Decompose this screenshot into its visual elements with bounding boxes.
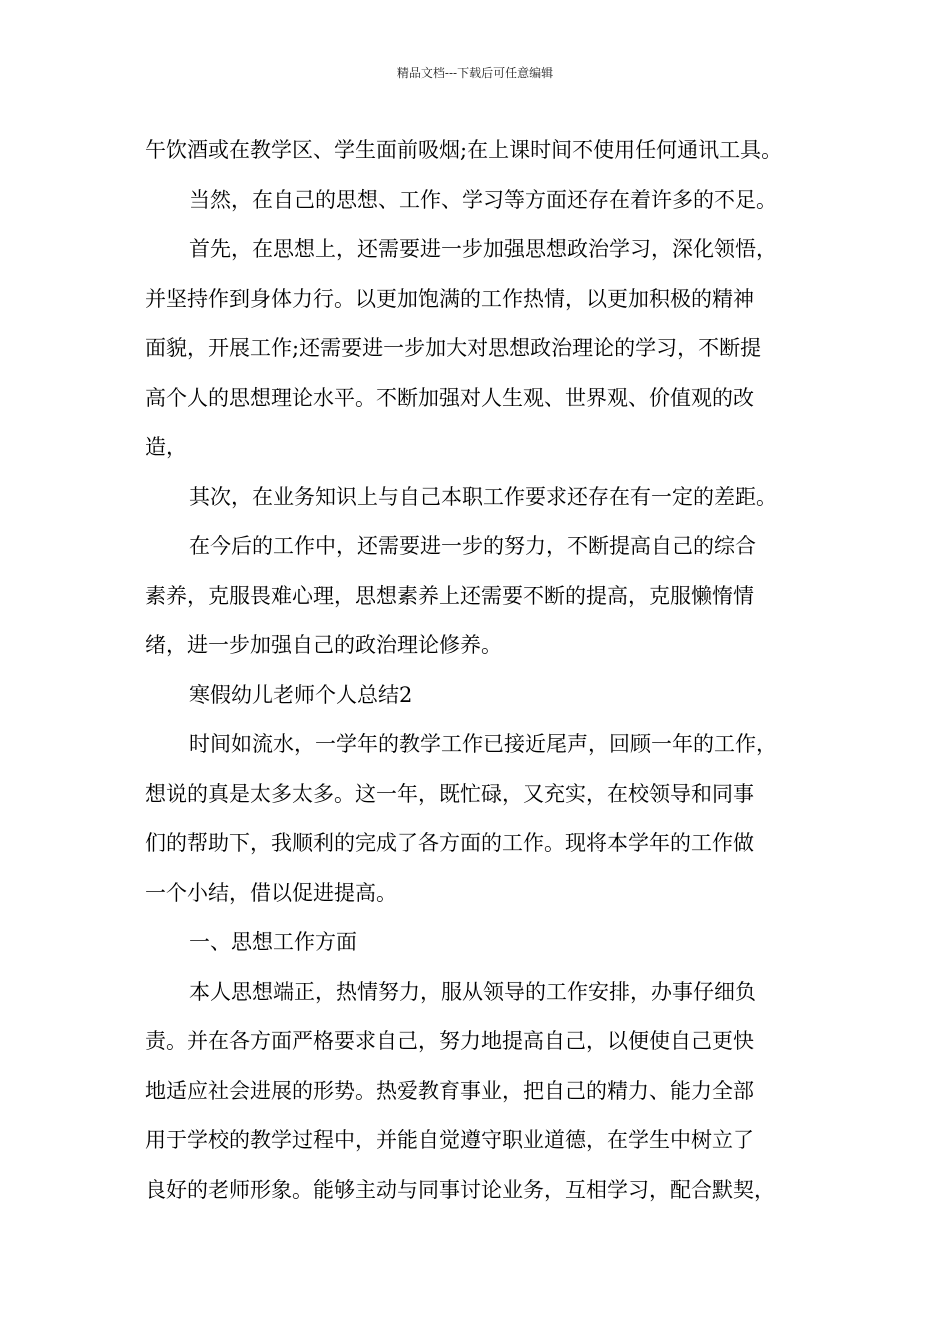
text-line: 本人思想端正，热情努力，服从领导的工作安排，办事仔细负 <box>189 980 756 1004</box>
text-line: 素养，克服畏难心理，思想素养上还需要不断的提高，克服懒惰情 <box>145 584 754 608</box>
text-line: 一、思想工作方面 <box>189 930 357 954</box>
text-line: 一个小结，借以促进提高。 <box>145 881 397 905</box>
text-line: 首先，在思想上，还需要进一步加强思想政治学习，深化领悟， <box>189 237 777 261</box>
text-line: 时间如流水，一学年的教学工作已接近尾声，回顾一年的工作， <box>189 732 777 756</box>
text-line: 寒假幼儿老师个人总结2 <box>189 683 413 707</box>
text-line: 其次，在业务知识上与自己本职工作要求还存在有一定的差距。 <box>189 485 777 509</box>
text-line: 并坚持作到身体力行。以更加饱满的工作热情，以更加积极的精神 <box>145 287 754 311</box>
text-line: 面貌，开展工作;还需要进一步加大对思想政治理论的学习，不断提 <box>145 336 762 360</box>
text-line: 良好的老师形象。能够主动与同事讨论业务，互相学习，配合默契， <box>145 1178 775 1202</box>
text-line: 想说的真是太多太多。这一年，既忙碌，又充实，在校领导和同事 <box>145 782 754 806</box>
text-line: 造， <box>145 435 187 459</box>
text-line: 在今后的工作中，还需要进一步的努力，不断提高自己的综合 <box>189 534 756 558</box>
text-line: 地适应社会进展的形势。热爱教育事业，把自己的精力、能力全部 <box>145 1079 754 1103</box>
text-line: 绪，进一步加强自己的政治理论修养。 <box>145 633 502 657</box>
text-line: 当然，在自己的思想、工作、学习等方面还存在着许多的不足。 <box>189 188 777 212</box>
text-line: 午饮酒或在教学区、学生面前吸烟;在上课时间不使用任何通讯工具。 <box>145 138 783 162</box>
text-line: 用于学校的教学过程中，并能自觉遵守职业道德，在学生中树立了 <box>145 1128 754 1152</box>
page-header: 精品文档---下载后可任意编辑 <box>396 66 554 80</box>
text-line: 们的帮助下，我顺利的完成了各方面的工作。现将本学年的工作做 <box>145 831 754 855</box>
text-line: 责。并在各方面严格要求自己，努力地提高自己，以便使自己更快 <box>145 1029 754 1053</box>
text-line: 高个人的思想理论水平。不断加强对人生观、世界观、价值观的改 <box>145 386 754 410</box>
